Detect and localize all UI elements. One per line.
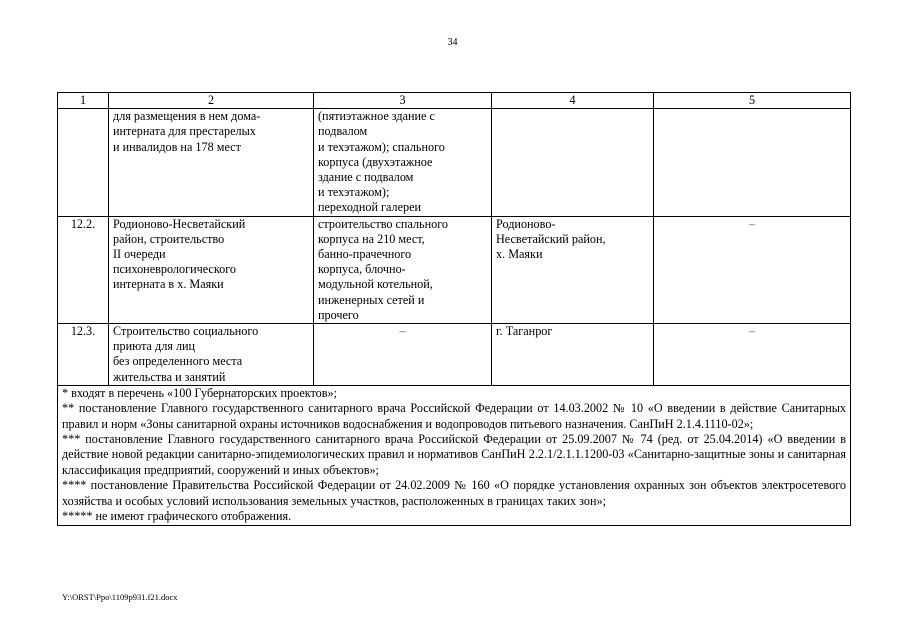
cell-line: банно-прачечного (318, 247, 412, 262)
cell-line: инженерных сетей и (318, 292, 425, 307)
object-cell (109, 324, 314, 386)
cell-line: здание с подвалом (318, 170, 414, 185)
row-number: 12.2. (58, 216, 109, 323)
cell-line: строительство спального (318, 216, 449, 231)
table-row (58, 216, 851, 323)
cell-line: прочего (318, 307, 359, 322)
cell-line: приюта для лиц (113, 339, 196, 354)
notes-row (58, 385, 851, 525)
notes-cell (58, 385, 851, 525)
cell-line: модульной котельной, (318, 277, 433, 292)
cell-line: без определенного места (113, 354, 243, 369)
cell-line: корпуса на 210 мест, (318, 231, 425, 246)
location-cell (492, 324, 654, 386)
table-row (58, 109, 851, 216)
location-cell (492, 216, 654, 323)
cell-line: Родионово-Несветайский (113, 216, 246, 231)
cell-line: х. Маяки (496, 247, 543, 262)
column-header: 2 (109, 93, 314, 109)
cell-line: интерната для престарелых (113, 124, 256, 139)
cell-line: Родионово- (496, 216, 556, 231)
column-header: 3 (314, 93, 492, 109)
cell-line: корпуса, блочно- (318, 262, 406, 277)
cell-line: подвалом (318, 124, 368, 139)
cell-line: Строительство социального (113, 324, 259, 339)
cell-line: район, строительство (113, 231, 225, 246)
object-cell (109, 216, 314, 323)
column-header: 1 (58, 93, 109, 109)
cell-line: корпуса (двухэтажное (318, 154, 433, 169)
location-cell (492, 109, 654, 216)
cell-line: (пятиэтажное здание с (318, 109, 435, 124)
cell-line: и инвалидов на 178 мест (113, 139, 241, 154)
extra-cell: – (654, 324, 851, 386)
column-header: 5 (654, 93, 851, 109)
cell-line: интерната в х. Маяки (113, 277, 224, 292)
column-header: 4 (492, 93, 654, 109)
cell-line: и техэтажом); (318, 185, 390, 200)
table-header-row (58, 93, 851, 109)
footnote: **** постановление Правительства Российской Федерации от 24.02.2009 № 160 «О порядке установления охранных зон объектов электросетевого хозяйства и особых условий использования земельных участков, расположенных в границах таких зон»; (62, 478, 846, 508)
cell-line: психоневрологического (113, 262, 237, 277)
page-number: 34 (447, 37, 458, 48)
cell-line: для размещения в нем дома- (113, 109, 261, 124)
footnote: * входят в перечень «100 Губернаторских проектов»; (62, 385, 338, 400)
cell-line: и техэтажом); спального (318, 139, 445, 154)
cell-line: переходной галереи (318, 200, 422, 215)
description-cell: – (314, 324, 492, 386)
extra-cell: – (654, 216, 851, 323)
file-path: Y:\ORST\Ppo\1109p931.f21.docx (62, 592, 178, 602)
row-number (58, 109, 109, 216)
footnote: ** постановление Главного государственного санитарного врача Российской Федерации от 14.03.2002 № 10 «О введении в действие Санитарных правил и норм «Зоны санитарной охраны источников водоснабжения и водопроводов питьевого назначения. СанПиН 2.1.4.1110-02»; (62, 401, 846, 431)
object-cell (109, 109, 314, 216)
objects-table (57, 92, 851, 526)
cell-line: Несветайский район, (496, 231, 606, 246)
footnote: *** постановление Главного государственного санитарного врача Российской Федерации от 25.09.2007 № 74 (ред. от 25.04.2014) «О введении в действие новой редакции санитарно-эпидемиологических правил и нормативов СанПиН 2.2.1/2.1.1.1200-03 «Санитарно-защитные зоны и санитарная классификация предприятий, сооружений и иных объектов»; (62, 432, 846, 477)
extra-cell (654, 109, 851, 216)
cell-line: II очереди (113, 247, 166, 262)
table-row (58, 324, 851, 386)
cell-line: жительства и занятий (113, 369, 226, 384)
footnote: ***** не имеют графического отображения. (62, 509, 292, 524)
cell-line: г. Таганрог (496, 324, 553, 339)
description-cell (314, 216, 492, 323)
description-cell (314, 109, 492, 216)
row-number: 12.3. (58, 324, 109, 386)
